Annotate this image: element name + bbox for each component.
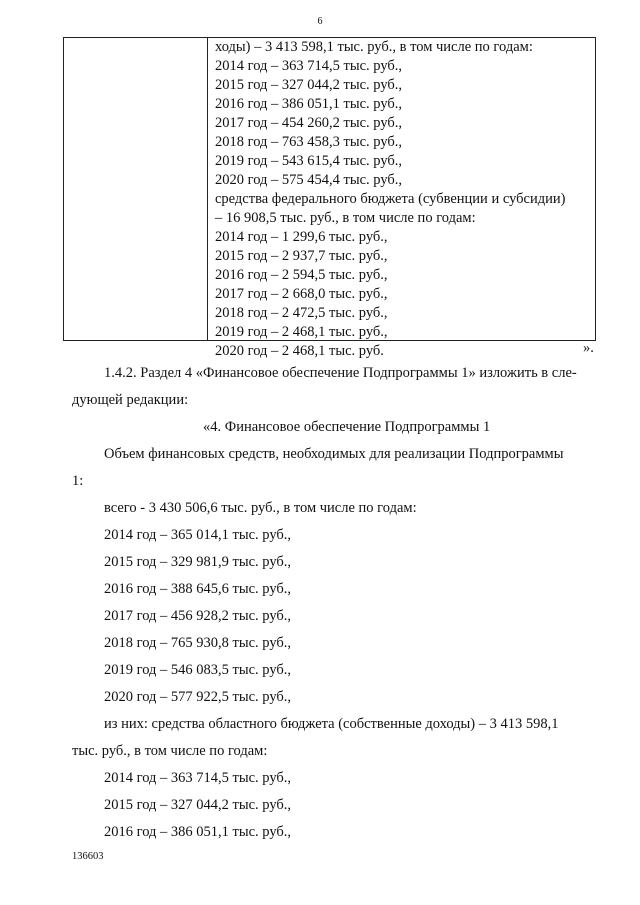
table-line: 2019 год – 543 615,4 тыс. руб., xyxy=(215,153,403,169)
total-year-line: 2015 год – 329 981,9 тыс. руб., xyxy=(104,554,292,570)
volume-paragraph-line: Объем финансовых средств, необходимых для реализации Подпрограммы xyxy=(104,446,564,462)
table-line: 2015 год – 327 044,2 тыс. руб., xyxy=(215,77,403,93)
table-line: 2017 год – 454 260,2 тыс. руб., xyxy=(215,115,403,131)
table-line: 2020 год – 2 468,1 тыс. руб. xyxy=(215,343,384,359)
closing-quote: ». xyxy=(583,340,594,356)
total-year-line: 2014 год – 365 014,1 тыс. руб., xyxy=(104,527,292,543)
amendment-paragraph-line: дующей редакции: xyxy=(72,392,189,408)
table-line: 2020 год – 575 454,4 тыс. руб., xyxy=(215,172,403,188)
table-line: 2017 год – 2 668,0 тыс. руб., xyxy=(215,286,388,302)
page-number: 6 xyxy=(317,16,323,27)
regional-year-line: 2016 год – 386 051,1 тыс. руб., xyxy=(104,824,292,840)
total-year-line: 2019 год – 546 083,5 тыс. руб., xyxy=(104,662,292,678)
table-line: ходы) – 3 413 598,1 тыс. руб., в том числе по годам: xyxy=(215,39,533,55)
funding-table xyxy=(63,37,596,359)
table-column-divider xyxy=(207,38,208,340)
regional-year-line: 2014 год – 363 714,5 тыс. руб., xyxy=(104,770,292,786)
total-line: всего - 3 430 506,6 тыс. руб., в том числе по годам: xyxy=(104,500,417,516)
regional-year-line: 2015 год – 327 044,2 тыс. руб., xyxy=(104,797,292,813)
table-line: – 16 908,5 тыс. руб., в том числе по годам: xyxy=(215,210,476,226)
table-line: 2018 год – 763 458,3 тыс. руб., xyxy=(215,134,403,150)
regional-budget-line: тыс. руб., в том числе по годам: xyxy=(72,743,268,759)
total-year-line: 2018 год – 765 930,8 тыс. руб., xyxy=(104,635,292,651)
table-line: 2019 год – 2 468,1 тыс. руб., xyxy=(215,324,388,340)
document-number: 136603 xyxy=(72,851,104,862)
total-year-line: 2016 год – 388 645,6 тыс. руб., xyxy=(104,581,292,597)
table-right-cell xyxy=(215,38,595,361)
table-line: 2014 год – 363 714,5 тыс. руб., xyxy=(215,58,403,74)
table-line: 2015 год – 2 937,7 тыс. руб., xyxy=(215,248,388,264)
table-line: 2016 год – 386 051,1 тыс. руб., xyxy=(215,96,403,112)
regional-budget-line: из них: средства областного бюджета (собственные доходы) – 3 413 598,1 xyxy=(104,716,559,732)
total-year-line: 2020 год – 577 922,5 тыс. руб., xyxy=(104,689,292,705)
amendment-paragraph-line: 1.4.2. Раздел 4 «Финансовое обеспечение Подпрограммы 1» изложить в сле- xyxy=(104,365,577,381)
volume-paragraph-line: 1: xyxy=(72,473,84,489)
table-line: 2018 год – 2 472,5 тыс. руб., xyxy=(215,305,388,321)
total-year-line: 2017 год – 456 928,2 тыс. руб., xyxy=(104,608,292,624)
table-line: 2016 год – 2 594,5 тыс. руб., xyxy=(215,267,388,283)
table-line: 2014 год – 1 299,6 тыс. руб., xyxy=(215,229,388,245)
table-line: средства федерального бюджета (субвенции и субсидии) xyxy=(215,191,566,207)
section-heading: «4. Финансовое обеспечение Подпрограммы 1 xyxy=(203,419,491,435)
